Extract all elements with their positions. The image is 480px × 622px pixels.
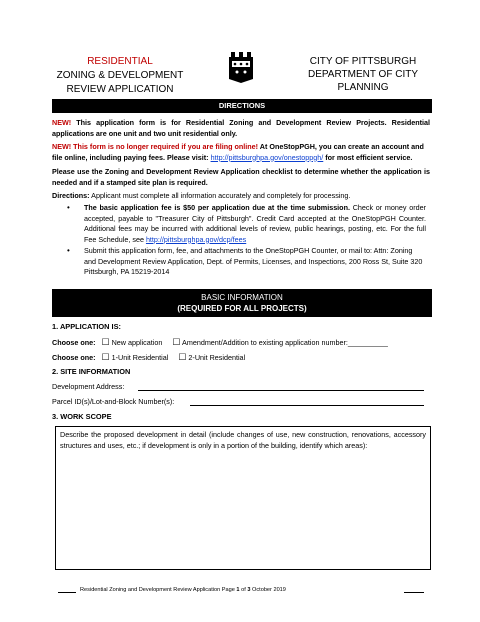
new-application-label: New application: [111, 338, 163, 347]
bullet-dot-icon: •: [67, 246, 70, 255]
section1-title: 1. APPLICATION IS:: [52, 322, 121, 331]
online-note-red: NEW! This form is no longer required if you are filing online!: [52, 142, 259, 151]
footer-rule-right: [404, 592, 424, 593]
form-title-line3: REVIEW APPLICATION: [66, 84, 174, 95]
footer-text-a: Residential Zoning and Development Review Application Page: [80, 587, 237, 593]
online-note-tail: for most efficient service.: [323, 152, 413, 162]
department-line2: DEPARTMENT OF CITY: [307, 69, 418, 80]
online-note-text: At OneStopPGH, you can create an account and file online, including paying fees. Please visit:: [52, 142, 424, 162]
checkbox-icon[interactable]: ☐: [101, 337, 110, 347]
basic-info-subtitle: (REQUIRED FOR ALL PROJECTS): [177, 304, 307, 313]
one-unit-label: 1-Unit Residential: [111, 353, 169, 362]
dev-address-label: Development Address:: [52, 382, 125, 391]
parcel-label: Parcel ID(s)/Lot-and-Block Number(s):: [52, 397, 175, 406]
onestop-link[interactable]: http://pittsburghpa.gov/onestoppgh/: [210, 152, 324, 162]
amendment-label: Amendment/Addition to existing application number:__________: [182, 338, 388, 347]
form-title-line2: ZONING & DEVELOPMENT: [56, 70, 184, 81]
online-filing-note: [52, 142, 430, 163]
basic-info-title: BASIC INFORMATION: [201, 293, 283, 302]
fee-text: Check or money order accepted, payable to "Treasurer City of Pittsburgh". Credit Card accepted at the OneStopPGH Counter. Additional fees may be incurred with additional levels of review, public hearings, posting, etc. For the full Fee Schedule, see: [84, 203, 426, 244]
footer-text-c: October 2019: [250, 587, 286, 593]
department-line3: PLANNING: [337, 82, 389, 93]
directions-text: Applicant must complete all information accurately and completely for processing.: [89, 191, 351, 200]
checkbox-icon[interactable]: ☐: [178, 352, 187, 362]
form-title-line1: RESIDENTIAL: [87, 56, 153, 67]
dev-address-field[interactable]: [138, 390, 424, 391]
department-name: [300, 55, 426, 94]
footer-page: 1: [236, 587, 240, 593]
checklist-note: Please use the Zoning and Development Review Application checklist to determine whether the application is needed and if a stamped site plan is required.: [52, 167, 430, 187]
work-scope-instructions: Describe the proposed development in detail (include changes of use, new construction, renovations, accessory structures and uses, etc.; if development is only in a portion of the building, identify which areas):: [60, 430, 426, 450]
city-seal-icon: [228, 50, 254, 84]
intro-text: This application form is for Residential Zoning and Development Review Projects. Residential applications are one unit and two unit residential only.: [52, 118, 430, 138]
checkbox-icon[interactable]: ☐: [172, 337, 181, 347]
choose-label: Choose one:: [52, 353, 96, 362]
fee-bold: The basic application fee is $50 per application due at the time submission.: [84, 203, 350, 212]
application-type-row: [52, 337, 432, 349]
bullet-dot-icon: •: [67, 203, 70, 212]
department-line1: CITY OF PITTSBURGH: [309, 56, 417, 67]
two-unit-option[interactable]: [178, 352, 245, 364]
parcel-field[interactable]: [190, 405, 424, 406]
directions-line: [52, 191, 430, 202]
footer-text: [80, 587, 286, 593]
new-application-option[interactable]: [102, 337, 163, 349]
new-badge: NEW!: [52, 118, 72, 127]
section2-title: 2. SITE INFORMATION: [52, 367, 131, 376]
two-unit-label: 2-Unit Residential: [188, 353, 246, 362]
unit-type-row: [52, 352, 432, 364]
fee-schedule-link[interactable]: http://pittsburghpa.gov/dcp/fees: [145, 234, 247, 244]
amendment-option[interactable]: [172, 337, 387, 349]
footer-total: 3: [247, 587, 251, 593]
footer-text-b: of: [239, 587, 248, 593]
checkbox-icon[interactable]: ☐: [101, 352, 110, 362]
choose-label: Choose one:: [52, 338, 96, 347]
form-title: [52, 55, 188, 97]
fee-bullet: [84, 203, 426, 245]
basic-info-header: [52, 289, 432, 317]
submit-bullet: Submit this application form, fee, and attachments to the OneStopPGH Counter, or mail to: Attn: Zoning and Development Review Application, Dept. of Permits, Licenses, and Inspections, 200 Ross St, Suite 320 Pittsburgh, PA 15219-2014: [84, 246, 423, 276]
one-unit-option[interactable]: [102, 352, 169, 364]
footer-rule-left: [58, 592, 76, 593]
directions-header: DIRECTIONS: [52, 99, 432, 113]
section3-title: 3. WORK SCOPE: [52, 412, 112, 421]
directions-intro: [52, 118, 430, 139]
work-scope-box[interactable]: [55, 426, 431, 570]
directions-lead: Directions:: [52, 191, 90, 200]
